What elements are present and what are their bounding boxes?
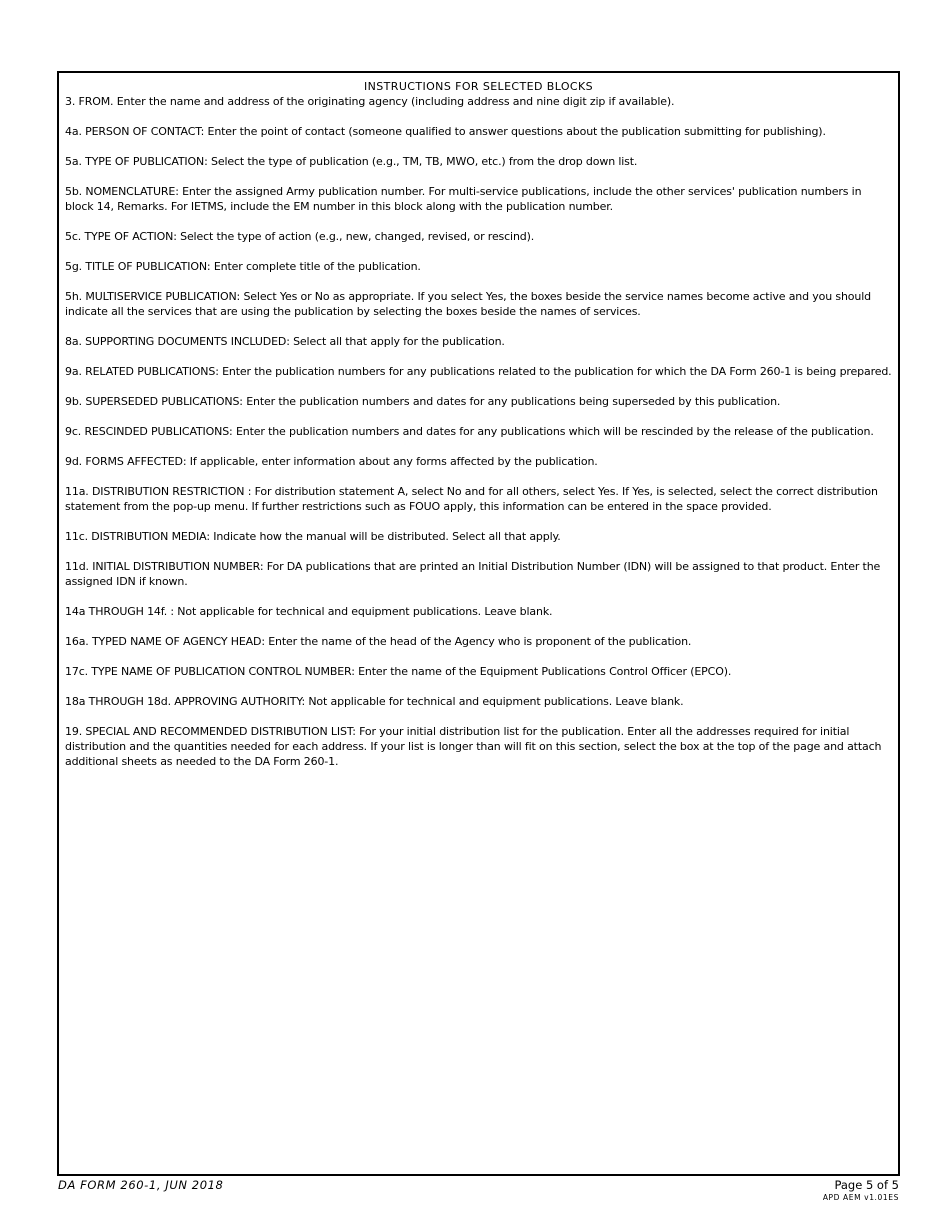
instruction-block-17c: 17c. TYPE NAME OF PUBLICATION CONTROL NUMBER: Enter the name of the Equipment Publications Control Officer (EPCO). <box>65 665 732 678</box>
instruction-block-9d: 9d. FORMS AFFECTED: If applicable, enter information about any forms affected by the publication. <box>65 455 598 468</box>
instruction-block-9b: 9b. SUPERSEDED PUBLICATIONS: Enter the publication numbers and dates for any publications being superseded by this publication. <box>65 395 781 408</box>
instruction-block-11d: 11d. INITIAL DISTRIBUTION NUMBER: For DA publications that are printed an Initial Distribution Number (IDN) will be assigned to that product. Enter the assigned IDN if known. <box>65 560 881 588</box>
instruction-block-11c: 11c. DISTRIBUTION MEDIA: Indicate how the manual will be distributed. Select all that apply. <box>65 530 561 543</box>
instructions-form-box <box>57 71 900 1176</box>
instruction-block-14a-14f: 14a THROUGH 14f. : Not applicable for technical and equipment publications. Leave blank. <box>65 605 553 618</box>
instruction-block-5a: 5a. TYPE OF PUBLICATION: Select the type of publication (e.g., TM, TB, MWO, etc.) from the drop down list. <box>65 155 638 168</box>
instruction-block-11a: 11a. DISTRIBUTION RESTRICTION : For distribution statement A, select No and for all others, select Yes. If Yes, is selected, select the correct distribution statement from the pop-up menu. If further restrictions such as FOUO apply, this information can be entered in the space provided. <box>65 485 878 513</box>
instruction-block-5c: 5c. TYPE OF ACTION: Select the type of action (e.g., new, changed, revised, or rescind). <box>65 230 535 243</box>
instruction-block-5g: 5g. TITLE OF PUBLICATION: Enter complete title of the publication. <box>65 260 421 273</box>
instruction-block-5b: 5b. NOMENCLATURE: Enter the assigned Army publication number. For multi-service publications, include the other services' publication numbers in block 14, Remarks. For IETMS, include the EM number in this block along with the publication number. <box>65 185 862 213</box>
form-identifier: DA FORM 260-1, JUN 2018 <box>58 1178 224 1192</box>
instruction-block-19: 19. SPECIAL AND RECOMMENDED DISTRIBUTION LIST: For your initial distribution list for the publication. Enter all the addresses required for initial distribution and the quantities needed for each address. If your list is longer than will fit on this section, select the box at the top of the page and attach additional sheets as needed to the DA Form 260-1. <box>65 725 882 768</box>
instruction-block-8a: 8a. SUPPORTING DOCUMENTS INCLUDED: Select all that apply for the publication. <box>65 335 505 348</box>
instruction-block-9a: 9a. RELATED PUBLICATIONS: Enter the publication numbers for any publications related to the publication for which the DA Form 260-1 is being prepared. <box>65 365 892 378</box>
instruction-block-18a-18d: 18a THROUGH 18d. APPROVING AUTHORITY: Not applicable for technical and equipment publications. Leave blank. <box>65 695 684 708</box>
instruction-block-3: 3. FROM. Enter the name and address of the originating agency (including address and nine digit zip if available). <box>65 95 675 108</box>
version-label: APD AEM v1.01ES <box>822 1193 899 1202</box>
instructions-list <box>59 94 898 769</box>
page-number: Page 5 of 5 <box>834 1178 899 1192</box>
instruction-block-5h: 5h. MULTISERVICE PUBLICATION: Select Yes or No as appropriate. If you select Yes, the boxes beside the service names become active and you should indicate all the services that are using the publication by selecting the boxes beside the names of services. <box>65 290 871 318</box>
instruction-block-16a: 16a. TYPED NAME OF AGENCY HEAD: Enter the name of the head of the Agency who is proponent of the publication. <box>65 635 692 648</box>
footer-right <box>823 1178 899 1203</box>
instruction-block-4a: 4a. PERSON OF CONTACT: Enter the point of contact (someone qualified to answer questions about the publication submitting for publishing). <box>65 125 826 138</box>
form-heading: INSTRUCTIONS FOR SELECTED BLOCKS <box>364 80 593 93</box>
instruction-block-9c: 9c. RESCINDED PUBLICATIONS: Enter the publication numbers and dates for any publications which will be rescinded by the release of the publication. <box>65 425 874 438</box>
